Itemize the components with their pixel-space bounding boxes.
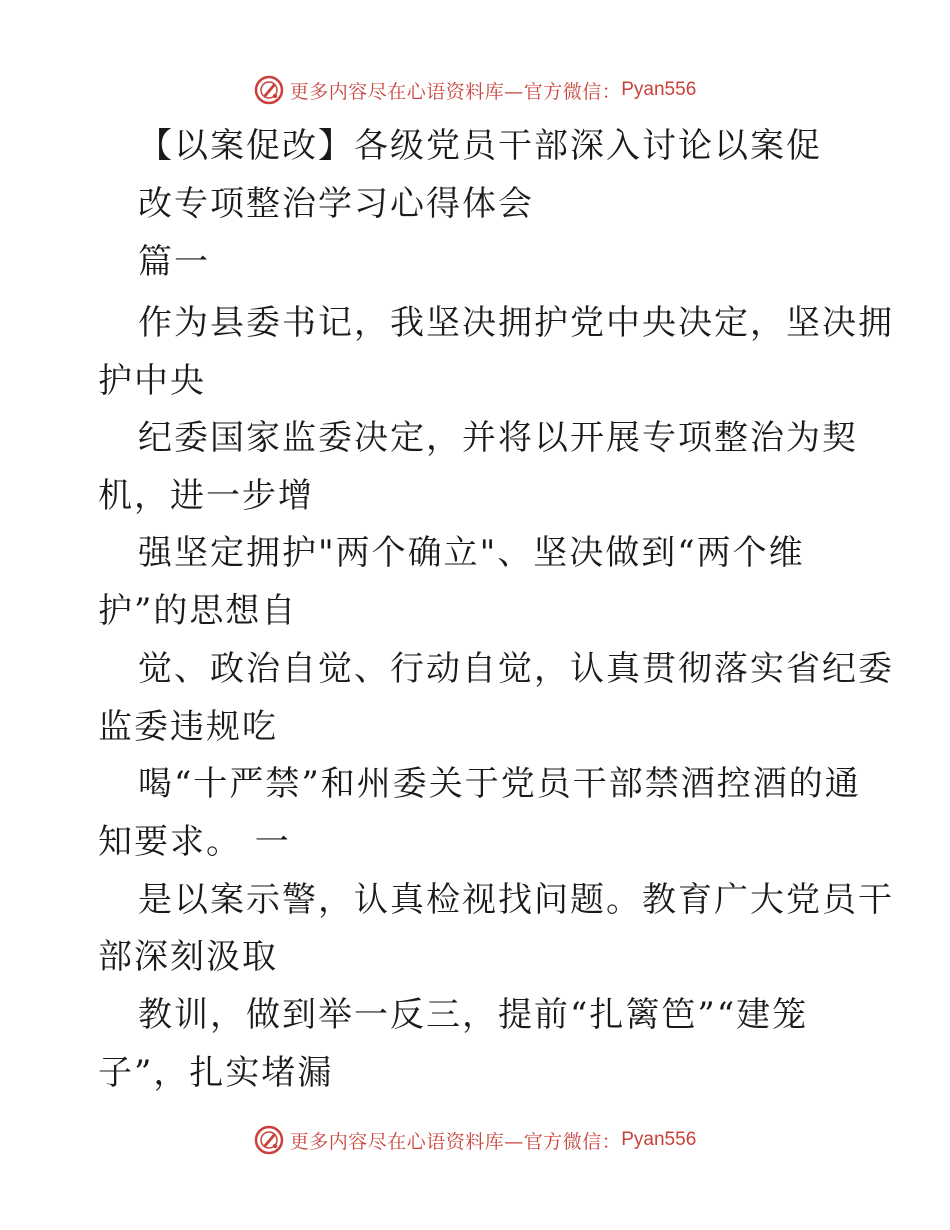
paragraph-line: 是以案示警，认真检视找问题。教育广大党员干 [138, 880, 894, 920]
paragraph-line: 教训，做到举一反三，提前“扎篱笆”“建笼 [138, 995, 809, 1035]
footer-banner-text: 更多内容尽在心语资料库—官方微信： [289, 1130, 622, 1153]
footer-wechat-id: Pyan556 [621, 1129, 697, 1150]
seal-logo-icon [254, 75, 284, 105]
paragraph-line: 部深刻汲取 [98, 937, 278, 977]
header-banner [0, 70, 950, 110]
paragraph-line: 知要求。 一 [98, 822, 291, 862]
paragraph-line: 子”，扎实堵漏 [98, 1053, 334, 1093]
paragraph-line: 监委违规吃 [98, 707, 278, 747]
document-title-line-1: 【以案促改】各级党员干部深入讨论以案促 [138, 126, 822, 166]
header-wechat-id: Pyan556 [621, 79, 697, 100]
footer-banner [0, 1120, 950, 1160]
paragraph-line: 机，进一步增 [98, 476, 314, 516]
paragraph-line: 喝“十严禁”和州委关于党员干部禁酒控酒的通 [138, 764, 861, 804]
document-title-line-2: 改专项整治学习心得体会 [138, 184, 534, 224]
seal-logo-icon [254, 1125, 284, 1155]
paragraph-line: 强坚定拥护"两个确立"、坚决做到“两个维 [138, 533, 805, 573]
section-heading: 篇一 [138, 242, 210, 282]
paragraph-line: 护中央 [98, 361, 206, 401]
paragraph-line: 纪委国家监委决定，并将以开展专项整治为契 [138, 418, 858, 458]
paragraph-line: 护”的思想自 [98, 591, 298, 631]
paragraph-line: 觉、政治自觉、行动自觉，认真贯彻落实省纪委 [138, 649, 894, 689]
paragraph-line: 作为县委书记，我坚决拥护党中央决定，坚决拥 [138, 303, 894, 343]
header-banner-text: 更多内容尽在心语资料库—官方微信： [289, 80, 622, 103]
